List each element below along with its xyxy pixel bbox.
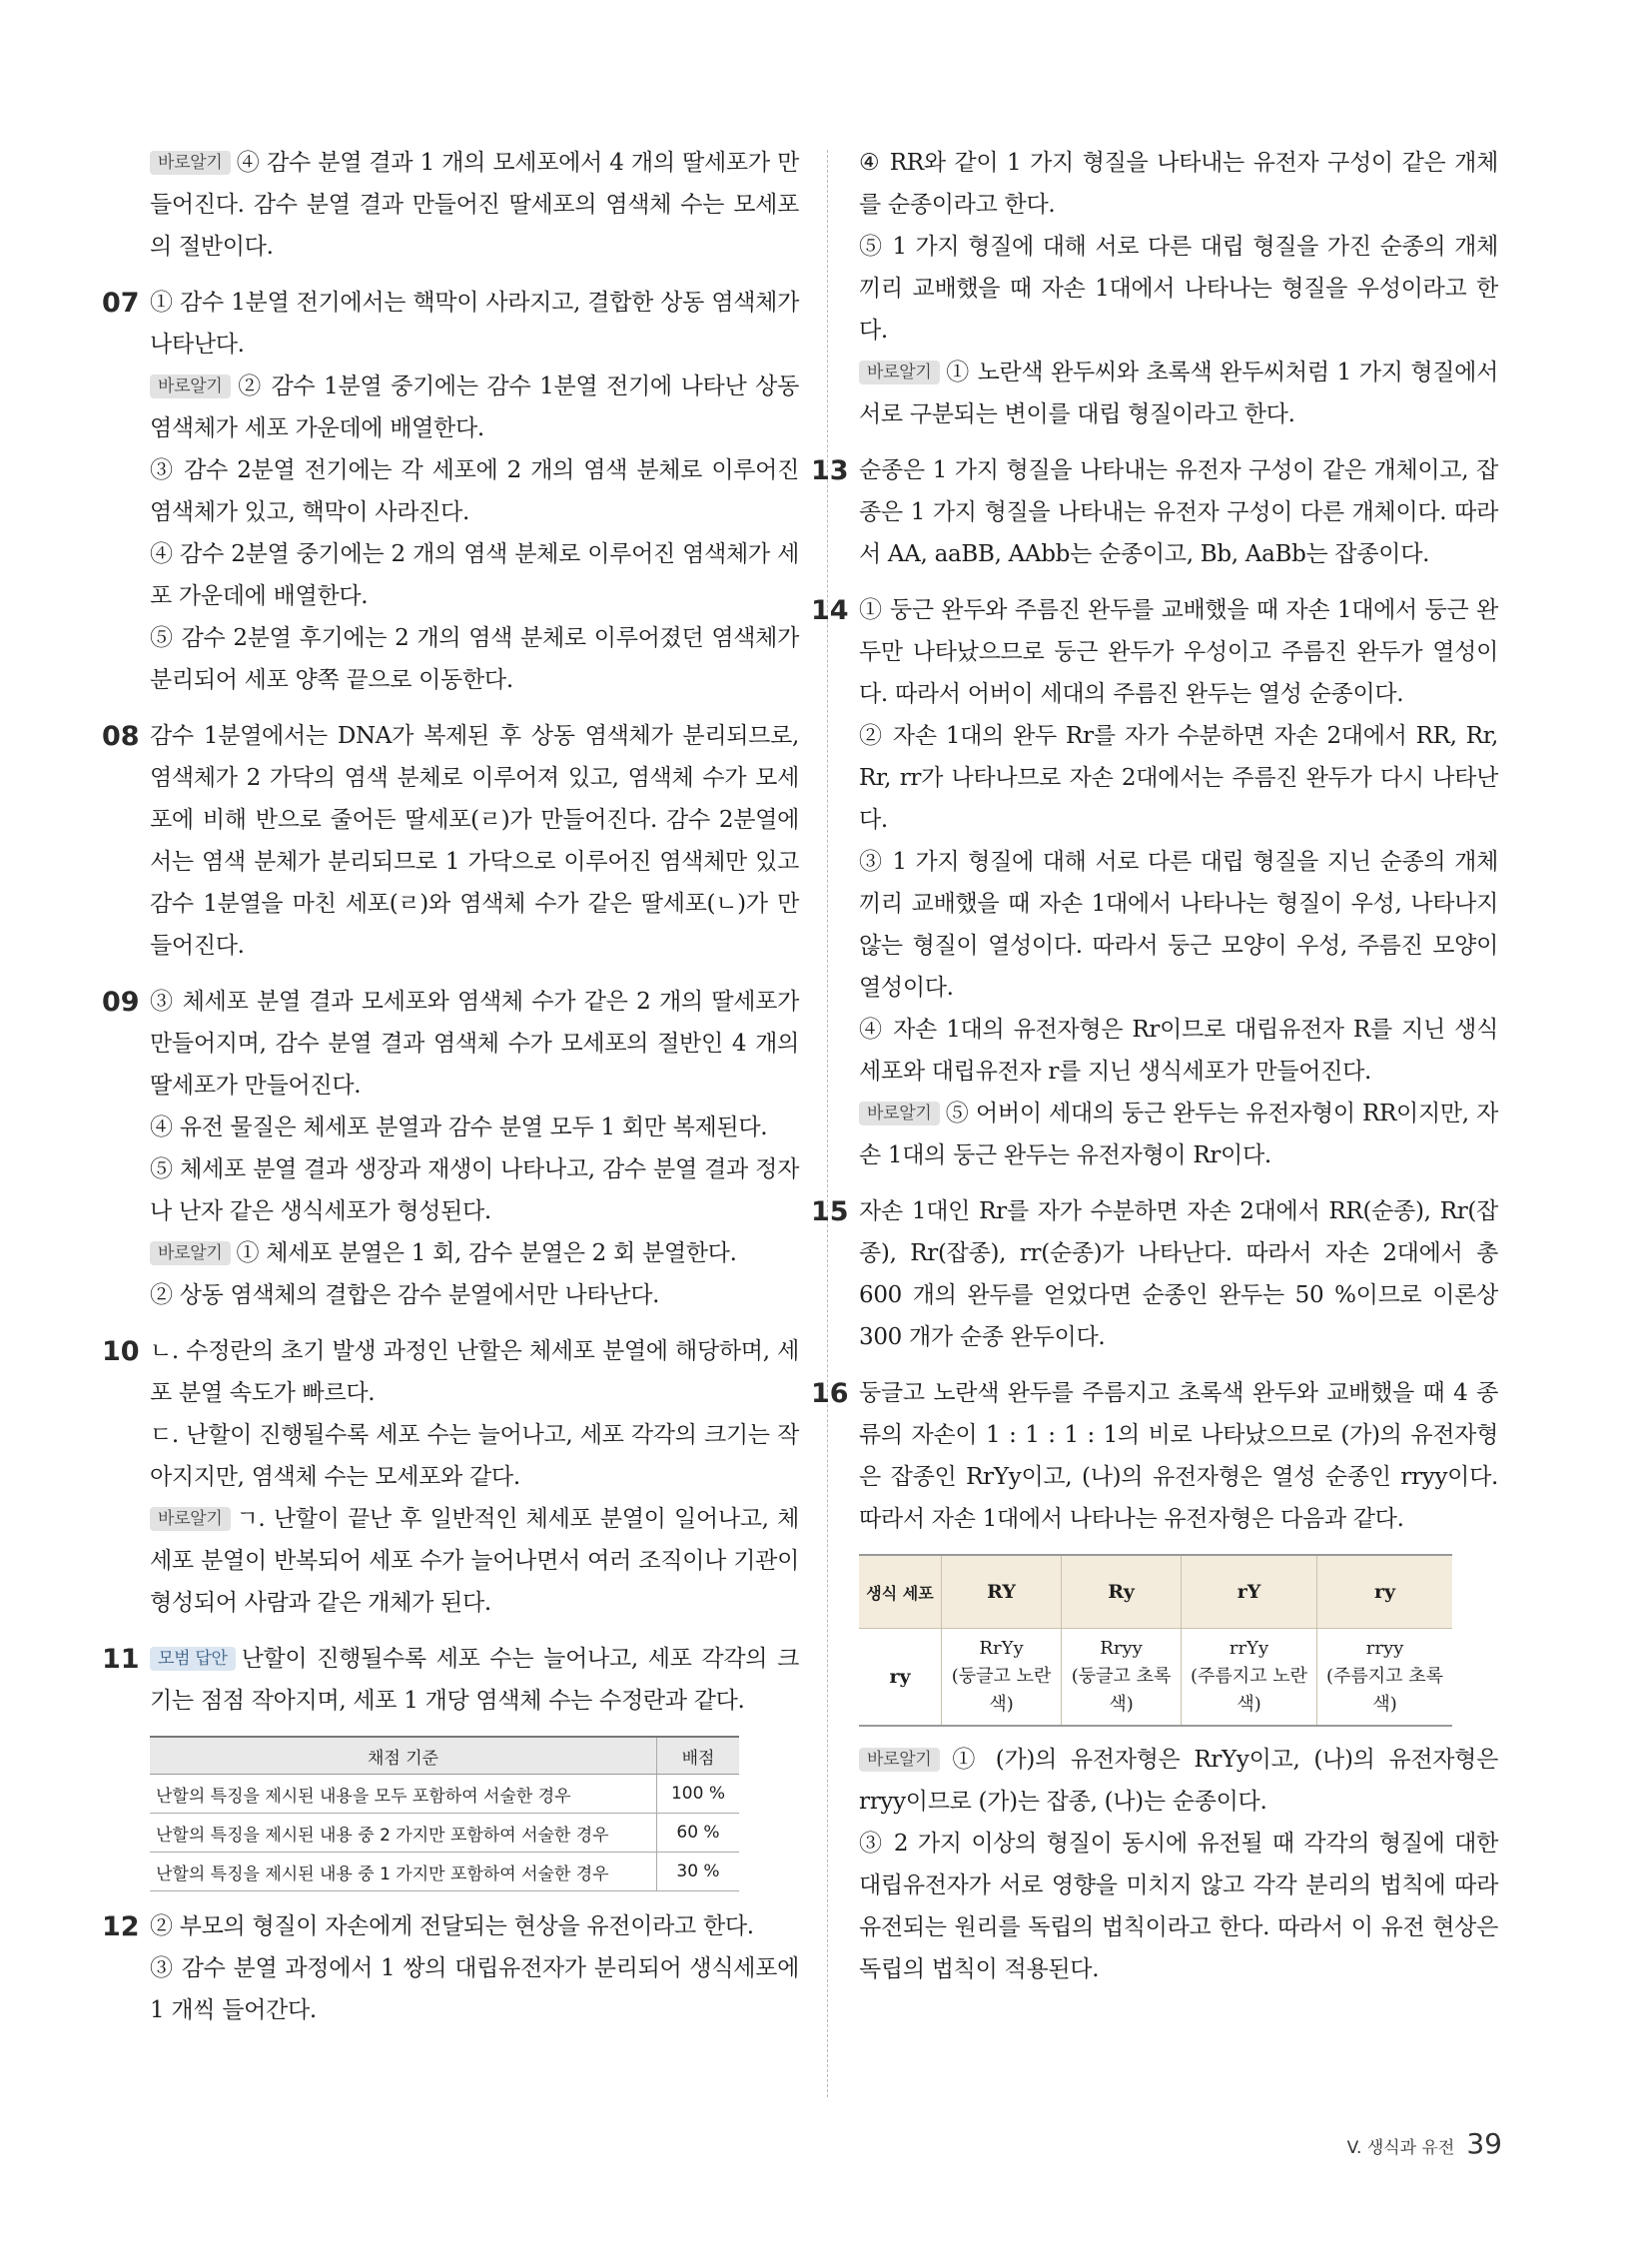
answer-text: ④ 유전 물질은 체세포 분열과 감수 분열 모두 1 회만 복제된다. (150, 1115, 768, 1140)
question-number: 11 (102, 1644, 140, 1675)
table-header: rY (1182, 1555, 1317, 1629)
table-row (150, 1853, 739, 1891)
answer-text: ③ 1 가지 형질에 대해 서로 다른 대립 형질을 지닌 순종의 개체끼리 교배했을 때 자손 1대에서 나타나는 형질이 우성, 나타나지 않는 형질이 열성이다. 따라서 둥근 모양이 우성, 주름진 모양이 열성이다. (859, 849, 1498, 1001)
table-cell (942, 1629, 1062, 1727)
correction-tag: 바로알기 (150, 151, 231, 175)
answer-text: ㄱ. 난할이 끝난 후 일반적인 체세포 분열이 일어나고, 체세포 분열이 반복되어 세포 수가 늘어나면서 여러 조직이나 기관이 형성되어 사람과 같은 개체가 된다. (150, 1506, 799, 1616)
table-cell (1317, 1629, 1452, 1727)
genotype-text: rryy (1365, 1638, 1404, 1659)
right-column (811, 142, 1498, 2004)
phenotype-text: (주름지고 초록색) (1325, 1666, 1444, 1715)
answer-text: ㄷ. 난할이 진행될수록 세포 수는 늘어나고, 세포 각각의 크기는 작아지지만, 염색체 수는 모세포와 같다. (150, 1422, 799, 1490)
question-number: 16 (811, 1378, 849, 1409)
answer-text: ① 둥근 완두와 주름진 완두를 교배했을 때 자손 1대에서 둥근 완두만 나타났으므로 둥근 완두가 우성이고 주름진 완두가 열성이다. 따라서 어버이 세대의 주름진 완두는 열성 순종이다. (859, 597, 1498, 707)
page-number: 39 (1466, 2127, 1502, 2160)
correction-tag: 바로알기 (150, 1507, 231, 1531)
answer-text: ⑤ 감수 2분열 후기에는 2 개의 염색 분체로 이루어졌던 염색체가 분리되어 세포 양쪽 끝으로 이동한다. (150, 625, 799, 693)
correction-tag: 바로알기 (859, 1102, 940, 1125)
answer-text: ② 감수 1분열 중기에는 감수 1분열 전기에 나타난 상동 염색체가 세포 가운데에 배열한다. (150, 374, 799, 441)
genotype-text: rrYy (1229, 1638, 1269, 1659)
table-header: Ry (1062, 1555, 1182, 1629)
intro-answer (150, 142, 799, 268)
table-header: 채점 기준 (150, 1737, 657, 1775)
answer-text: ④ 감수 분열 결과 1 개의 모세포에서 4 개의 딸세포가 만들어진다. 감수 분열 결과 만들어진 딸세포의 염색체 수는 모세포의 절반이다. (150, 150, 799, 260)
answer-text: ① 체세포 분열은 1 회, 감수 분열은 2 회 분열한다. (236, 1240, 737, 1266)
question-number: 12 (102, 1911, 140, 1942)
genotype-text: RrYy (979, 1638, 1024, 1659)
answer-text: 순종은 1 가지 형질을 나타내는 유전자 구성이 같은 개체이고, 잡종은 1 가지 형질을 나타내는 유전자 구성이 다른 개체이다. 따라서 AA, aaBB, AAbb는 순종이고, Bb, AaBb는 잡종이다. (859, 457, 1498, 567)
phenotype-text: (둥글고 초록색) (1071, 1666, 1172, 1715)
answer-text: 감수 1분열에서는 DNA가 복제된 후 상동 염색체가 분리되므로, 염색체가 2 가닥의 염색 분체로 이루어져 있고, 염색체 수가 모세포에 비해 반으로 줄어든 딸세포(ㄹ)가 만들어진다. 감수 2분열에서는 염색 분체가 분리되므로 1 가닥으로 이루어진 염색체만 있고 감수 1분열을 마친 세포(ㄹ)와 염색체 수가 같은 딸세포(ㄴ)가 만들어진다. (150, 723, 799, 959)
phenotype-text: (주름지고 노란색) (1190, 1666, 1308, 1715)
correction-tag: 바로알기 (150, 1241, 231, 1265)
answer-14 (811, 589, 1498, 1176)
answer-text: 난할이 진행될수록 세포 수는 늘어나고, 세포 각각의 크기는 점점 작아지며, 세포 1 개당 염색체 수는 수정란과 같다. (150, 1646, 799, 1714)
answer-10 (102, 1330, 799, 1624)
question-number: 15 (811, 1196, 849, 1227)
answer-text: ② 상동 염색체의 결합은 감수 분열에서만 나타난다. (150, 1282, 660, 1308)
answer-text: ④ RR와 같이 1 가지 형질을 나타내는 유전자 구성이 같은 개체를 순종이라고 한다. (859, 150, 1498, 218)
answer-12-continued (859, 142, 1498, 435)
table-cell: 난할의 특징을 제시된 내용을 모두 포함하여 서술한 경우 (150, 1775, 657, 1814)
answer-text: ⑤ 어버이 세대의 둥근 완두는 유전자형이 RR이지만, 자손 1대의 둥근 완두는 유전자형이 Rr이다. (859, 1101, 1498, 1168)
answer-12 (102, 1905, 799, 2031)
answer-text: ② 부모의 형질이 자손에게 전달되는 현상을 유전이라고 한다. (150, 1913, 754, 1939)
table-cell: 난할의 특징을 제시된 내용 중 2 가지만 포함하여 서술한 경우 (150, 1814, 657, 1853)
question-number: 08 (102, 721, 140, 752)
answer-13 (811, 449, 1498, 575)
table-cell (1182, 1629, 1317, 1727)
answer-text: ② 자손 1대의 완두 Rr를 자가 수분하면 자손 2대에서 RR, Rr, Rr, rr가 나타나므로 자손 2대에서는 주름진 완두가 다시 나타난다. (859, 723, 1498, 833)
answer-15 (811, 1190, 1498, 1358)
scoring-table (150, 1736, 739, 1891)
column-divider (827, 150, 828, 2097)
answer-text: 둥글고 노란색 완두를 주름지고 초록색 완두와 교배했을 때 4 종류의 자손이 1 : 1 : 1 : 1의 비로 나타났으므로 (가)의 유전자형은 잡종인 RrYy이고, (나)의 유전자형은 열성 순종인 rryy이다. 따라서 자손 1대에서 나타나는 유전자형은 다음과 같다. (859, 1380, 1498, 1532)
page-footer (1347, 2127, 1502, 2160)
answer-16 (811, 1372, 1498, 1990)
table-header: ry (1317, 1555, 1452, 1629)
model-answer-tag: 모범 답안 (150, 1647, 236, 1671)
question-number: 13 (811, 455, 849, 486)
answer-text: ③ 2 가지 이상의 형질이 동시에 유전될 때 각각의 형질에 대한 대립유전자가 서로 영향을 미치지 않고 각각 분리의 법칙에 따라 유전되는 원리를 독립의 법칙이라고 한다. 따라서 이 유전 현상은 독립의 법칙이 적용된다. (859, 1831, 1498, 1982)
table-cell: 30 % (657, 1853, 740, 1891)
table-row (150, 1775, 739, 1814)
table-row-header: ry (859, 1629, 942, 1727)
correction-tag: 바로알기 (859, 1748, 940, 1772)
answer-07 (102, 282, 799, 701)
table-header: 배점 (657, 1737, 740, 1775)
answer-text: ③ 체세포 분열 결과 모세포와 염색체 수가 같은 2 개의 딸세포가 만들어지며, 감수 분열 결과 염색체 수가 모세포의 절반인 4 개의 딸세포가 만들어진다. (150, 989, 799, 1099)
table-cell (1062, 1629, 1182, 1727)
genotype-text: Rryy (1100, 1638, 1143, 1659)
correction-tag: 바로알기 (859, 361, 940, 384)
answer-text: 자손 1대인 Rr를 자가 수분하면 자손 2대에서 RR(순종), Rr(잡종), Rr(잡종), rr(순종)가 나타난다. 따라서 자손 2대에서 총 600 개의 완두를 얻었다면 순종인 완두는 50 %이므로 이론상 300 개가 순종 완두이다. (859, 1198, 1498, 1350)
question-number: 10 (102, 1336, 140, 1367)
genotype-table (859, 1554, 1452, 1727)
table-corner-header: 생식 세포 (859, 1555, 942, 1629)
answer-text: ① 감수 1분열 전기에서는 핵막이 사라지고, 결합한 상동 염색체가 나타난다. (150, 290, 799, 358)
question-number: 07 (102, 288, 140, 319)
left-column (102, 142, 799, 2045)
question-number: 14 (811, 595, 849, 626)
answer-text: ⑤ 체세포 분열 결과 생장과 재생이 나타나고, 감수 분열 결과 정자나 난자 같은 생식세포가 형성된다. (150, 1156, 799, 1224)
answer-text: ③ 감수 2분열 전기에는 각 세포에 2 개의 염색 분체로 이루어진 염색체가 있고, 핵막이 사라진다. (150, 457, 799, 525)
answer-08 (102, 715, 799, 967)
answer-text: ① (가)의 유전자형은 RrYy이고, (나)의 유전자형은 rryy이므로 (가)는 잡종, (나)는 순종이다. (859, 1747, 1498, 1815)
table-cell: 100 % (657, 1775, 740, 1814)
table-header-row (859, 1555, 1452, 1629)
answer-text: ③ 감수 분열 과정에서 1 쌍의 대립유전자가 분리되어 생식세포에 1 개씩 들어간다. (150, 1955, 799, 2023)
section-title: V. 생식과 유전 (1346, 2138, 1455, 2158)
table-cell: 60 % (657, 1814, 740, 1853)
answer-text: ① 노란색 완두씨와 초록색 완두씨처럼 1 가지 형질에서 서로 구분되는 변이를 대립 형질이라고 한다. (859, 360, 1498, 427)
table-row (859, 1629, 1452, 1727)
answer-09 (102, 981, 799, 1316)
answer-text: ④ 자손 1대의 유전자형은 Rr이므로 대립유전자 R를 지닌 생식세포와 대립유전자 r를 지닌 생식세포가 만들어진다. (859, 1017, 1498, 1085)
phenotype-text: (둥글고 노란색) (951, 1666, 1052, 1715)
question-number: 09 (102, 987, 140, 1018)
table-row (150, 1814, 739, 1853)
answer-text: ㄴ. 수정란의 초기 발생 과정인 난할은 체세포 분열에 해당하며, 세포 분열 속도가 빠르다. (150, 1338, 799, 1406)
answer-text: ⑤ 1 가지 형질에 대해 서로 다른 대립 형질을 가진 순종의 개체끼리 교배했을 때 자손 1대에서 나타나는 형질을 우성이라고 한다. (859, 234, 1498, 344)
table-cell: 난할의 특징을 제시된 내용 중 1 가지만 포함하여 서술한 경우 (150, 1853, 657, 1891)
correction-tag: 바로알기 (150, 374, 231, 398)
table-header-row (150, 1737, 739, 1775)
answer-text: ④ 감수 2분열 중기에는 2 개의 염색 분체로 이루어진 염색체가 세포 가운데에 배열한다. (150, 541, 799, 609)
answer-11 (102, 1638, 799, 1891)
table-header: RY (942, 1555, 1062, 1629)
